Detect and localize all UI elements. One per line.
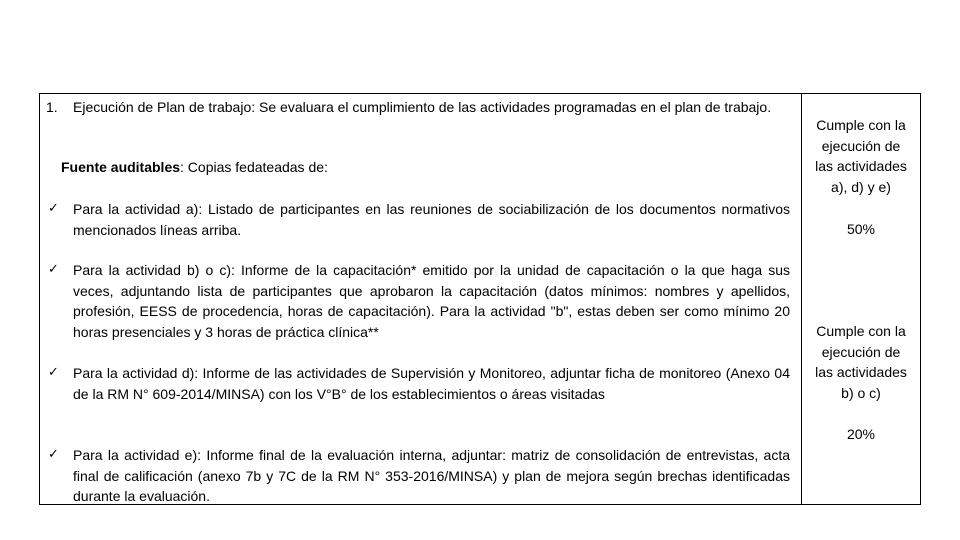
list-item-a — [48, 199, 790, 240]
list-item-b-c — [48, 260, 790, 342]
result-line: las actividades — [815, 364, 907, 380]
list-item-text: Para la actividad a): Listado de participantes en las reuniones de sociabilización de los documentos normativos mencionados líneas arriba. — [73, 201, 790, 238]
checkmark-icon: ✓ — [48, 262, 59, 277]
list-item-text: Para la actividad b) o c): Informe de la capacitación* emitido por la unidad de capacitación o la que haga sus veces, adjuntando lista de participantes que aprobaron la capacitación (datos mínimos: nombres y apellidos, profesión, EESS de procedencia, horas de capacitación). Para la actividad "b", estas deben ser como mínimo 20 horas presenciales y 3 horas de práctica clínica** — [73, 262, 790, 340]
evaluation-table — [39, 93, 921, 505]
list-item-d — [48, 363, 790, 404]
result-percent: 50% — [846, 221, 876, 237]
result-line: Cumple con la — [816, 323, 906, 339]
result-percent: 20% — [846, 426, 876, 442]
result-line: ejecución de — [821, 138, 901, 154]
checkmark-icon: ✓ — [48, 365, 59, 380]
criterion-text: Ejecución de Plan de trabajo: Se evaluara el cumplimiento de las actividades programadas en el plan de trabajo. — [73, 99, 772, 115]
source-label: Fuente auditables — [61, 159, 181, 175]
criterion-heading — [46, 98, 792, 118]
checkmark-icon: ✓ — [48, 201, 59, 216]
result-line: a), d) y e) — [831, 179, 891, 195]
result-line: las actividades — [815, 158, 907, 174]
list-item-text: Para la actividad d): Informe de las actividades de Supervisión y Monitoreo, adjuntar ficha de monitoreo (Anexo 04 de la RM N° 609-2014/MINSA) con los V°B° de los establecimientos o áreas visitadas — [73, 365, 790, 402]
result-line: Cumple con la — [816, 117, 906, 133]
source-text: : Copias fedateadas de: — [180, 159, 328, 175]
result-cell — [802, 94, 920, 504]
criterion-number: 1. — [46, 99, 58, 115]
criterion-cell — [40, 94, 802, 504]
list-item-e — [48, 445, 790, 507]
checkmark-icon: ✓ — [48, 447, 59, 462]
source-line — [61, 158, 328, 178]
list-item-text: Para la actividad e): Informe final de la evaluación interna, adjuntar: matriz de consolidación de entrevistas, acta final de calificación (anexo 7b y 7C de la RM N° 353-2016/MINSA) y plan de mejora según brechas identificadas durante la evaluación. — [73, 447, 790, 504]
result-line: ejecución de — [821, 344, 901, 360]
result-line: b) o c) — [841, 385, 881, 401]
